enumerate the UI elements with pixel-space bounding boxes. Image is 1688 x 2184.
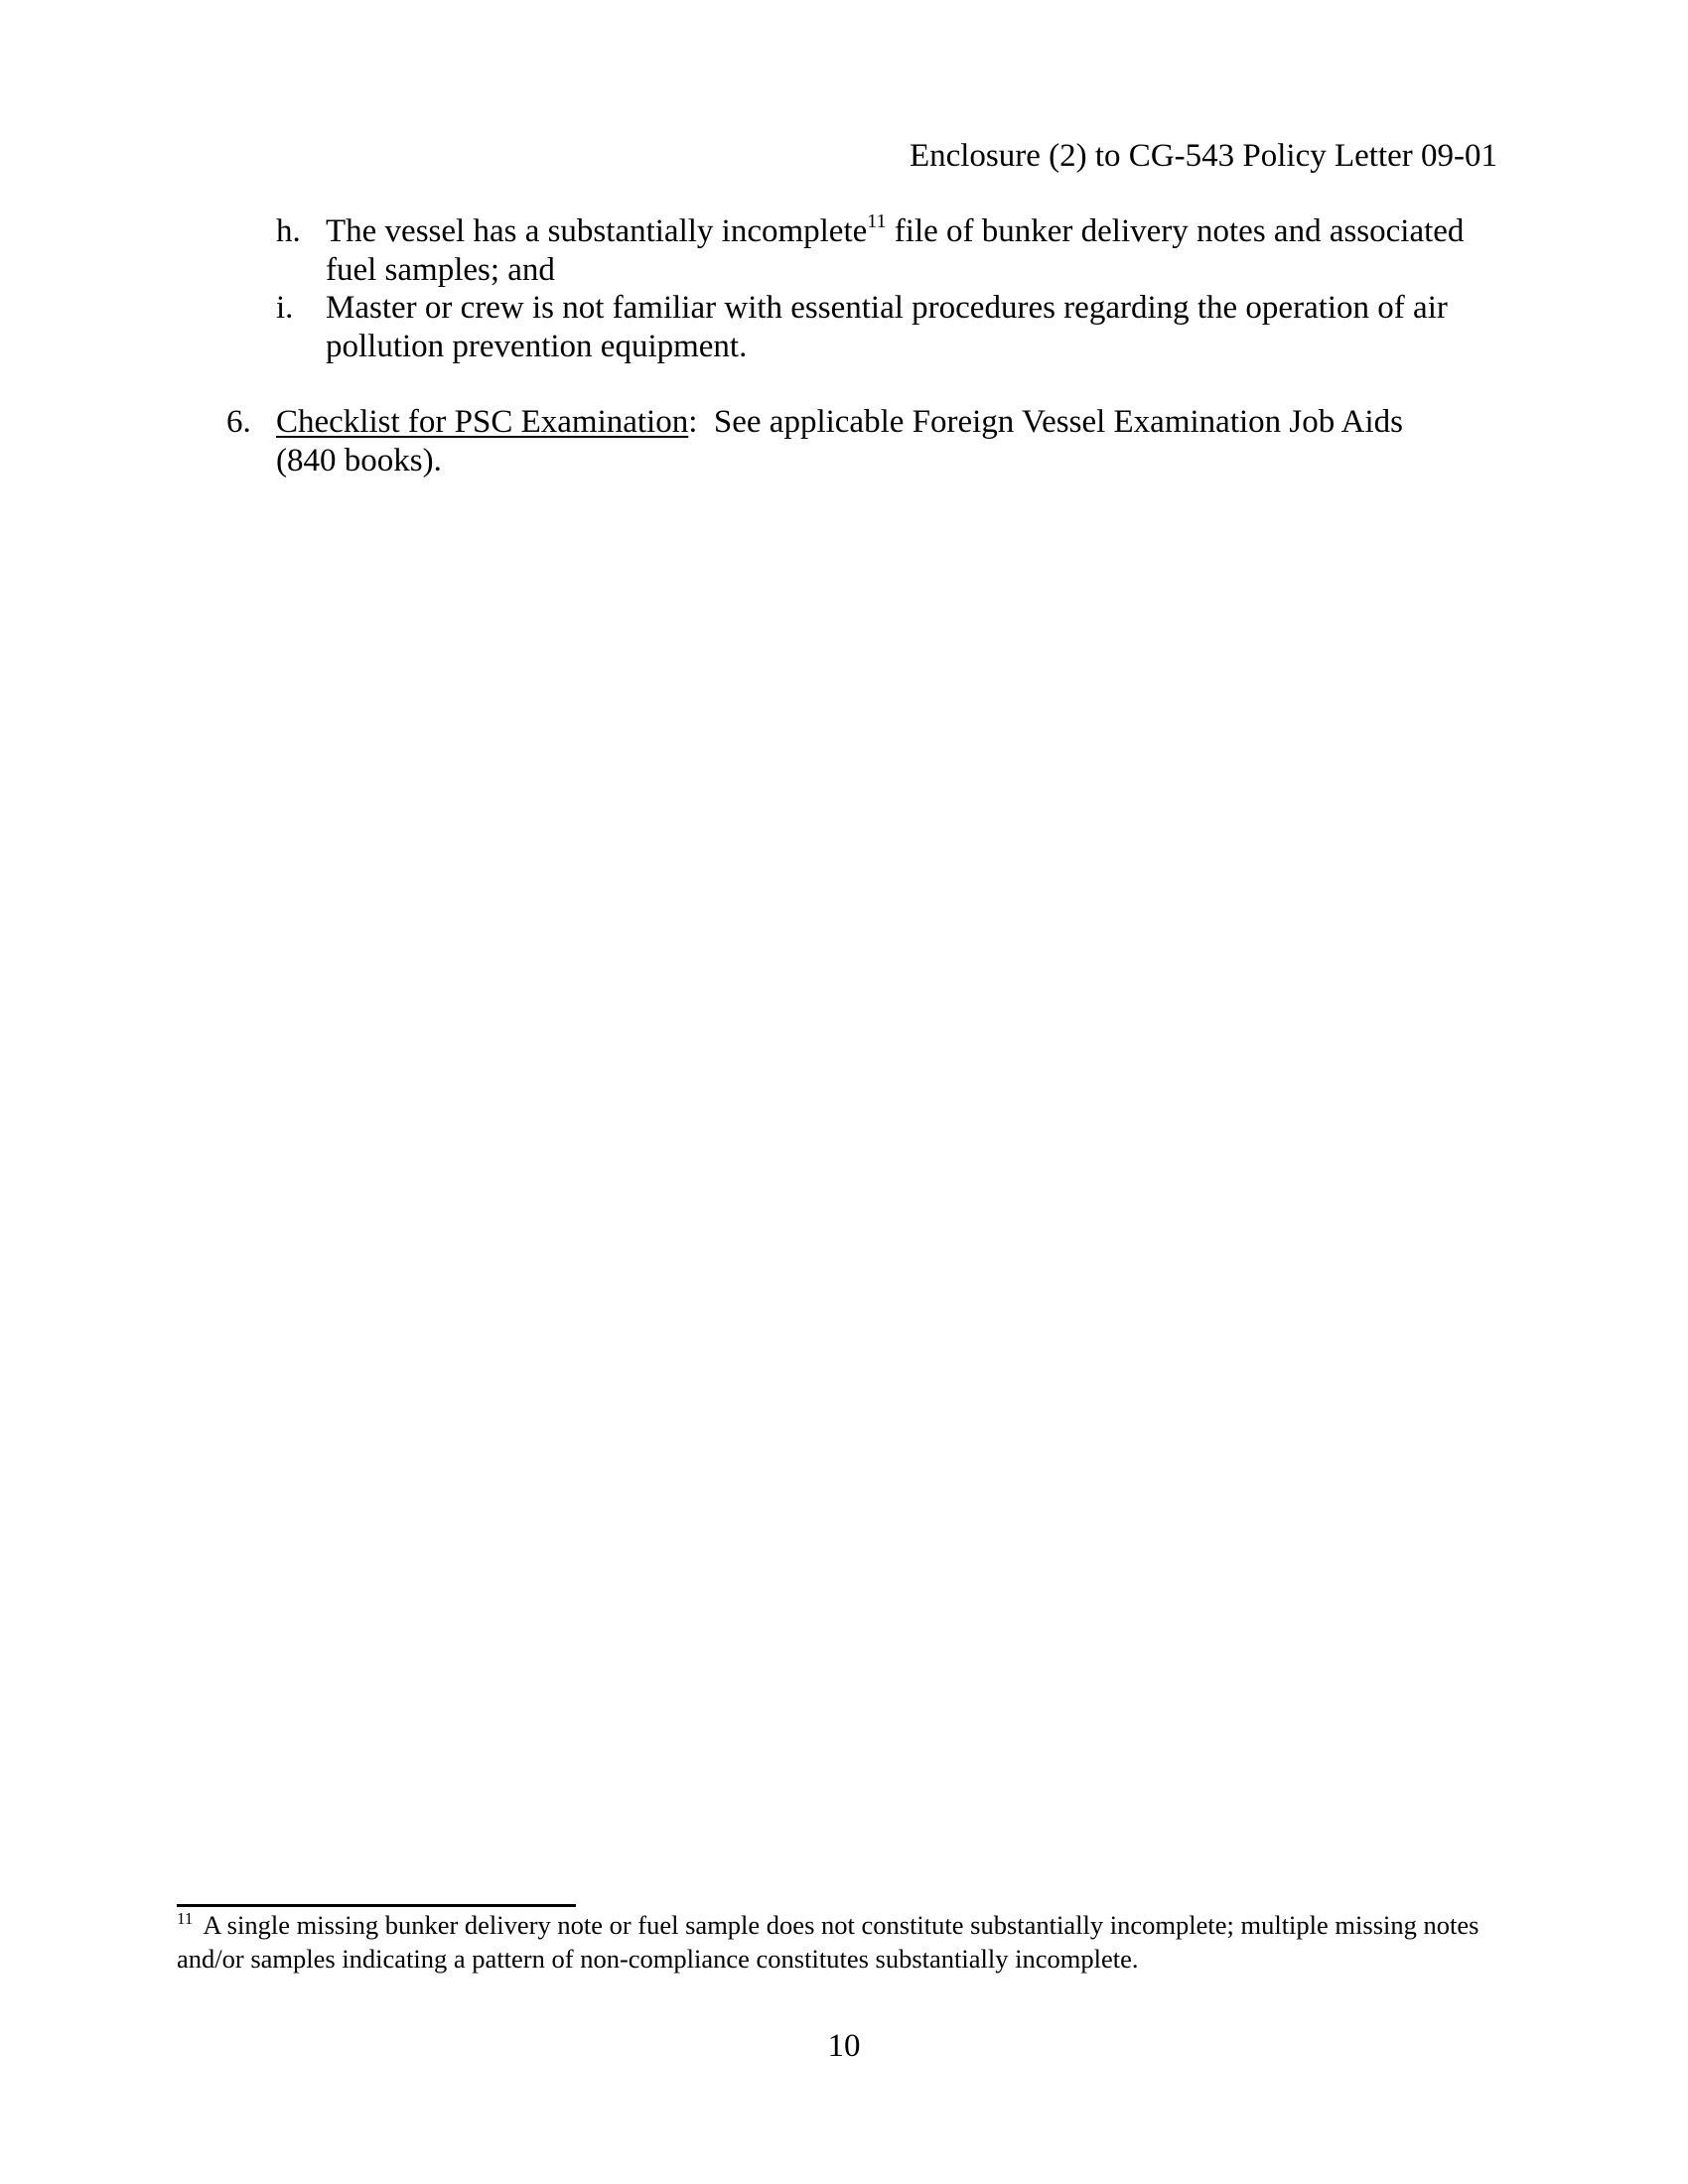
footnote-number: 11: [177, 1909, 194, 1928]
page-number: 10: [827, 2028, 861, 2064]
list-item-h: [0, 212, 1470, 289]
section-text: See applicable Foreign Vessel Examination Job Aids (840 books).: [276, 404, 1412, 478]
document-body: [0, 212, 1688, 479]
section-number: 6.: [226, 404, 251, 440]
section-heading-colon: :: [688, 404, 698, 440]
section-item-6: [0, 403, 1470, 479]
footnote: [177, 1908, 1487, 1976]
list-marker: i.: [276, 290, 294, 326]
list-marker: h.: [276, 213, 301, 249]
list-item-text-part2: file of bunker delivery notes and associated fuel samples; and: [326, 213, 1465, 288]
section-heading: Checklist for PSC Examination: [276, 404, 689, 440]
footnote-separator: [177, 1904, 576, 1907]
footnote-reference[interactable]: 11: [867, 210, 887, 232]
list-item-text: Master or crew is not familiar with essential procedures regarding the operation of air pollution prevention equipment.: [326, 290, 1448, 364]
page-header: Enclosure (2) to CG-543 Policy Letter 09-01: [909, 138, 1497, 174]
list-item-i: [0, 289, 1470, 365]
list-item-text-part1: The vessel has a substantially incomplete: [326, 213, 868, 249]
footnote-text: A single missing bunker delivery note or fuel sample does not constitute substantially incomplete; multiple missing notes and/or samples indicating a pattern of non-compliance constitutes substantially incomplete.: [177, 1910, 1479, 1974]
